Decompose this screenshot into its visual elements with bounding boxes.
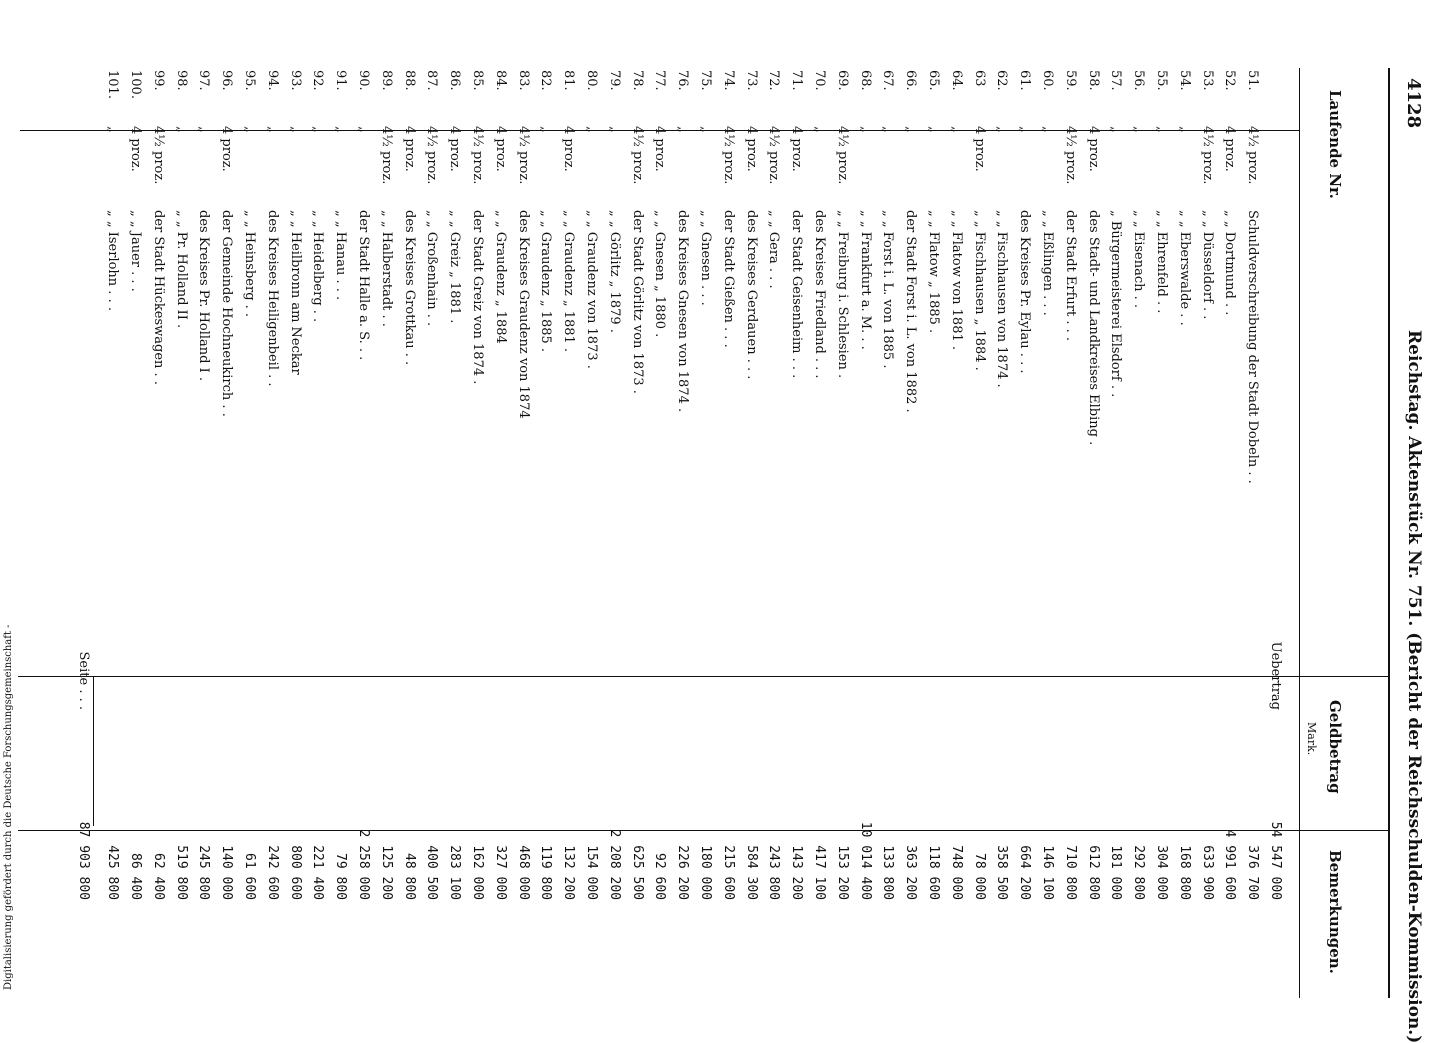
row-amount: 327 000 (492, 845, 508, 900)
row-interest-rate: 4½ proz. (515, 126, 531, 185)
row-amount: 245 800 (196, 845, 212, 900)
carry-over-label: Uebertrag (1268, 641, 1283, 710)
row-amount: 664 200 (1017, 845, 1033, 900)
row-interest-rate: 4½ proz. (720, 126, 736, 185)
row-description: „ „ Fischhausen „ 1884 . (971, 210, 987, 371)
row-number: 101. (105, 70, 121, 99)
row-description: der Stadt Greiz von 1874 . (470, 210, 485, 385)
row-amount: 417 100 (812, 845, 827, 900)
row-description: der Stadt Geisenheim . . . (789, 210, 805, 379)
row-number: 86. (447, 70, 463, 91)
row-interest-rate: 4 proz. (447, 126, 463, 172)
total-label: Seite . . . (76, 651, 92, 710)
row-interest-rate: 4 proz. (492, 126, 508, 172)
row-amount: 146 100 (1040, 845, 1055, 900)
row-number: 67. (880, 70, 896, 91)
row-amount: 10 014 400 (857, 821, 873, 900)
row-number: 89. (378, 70, 394, 91)
row-description: „ „ Ehrenfeld . . (1154, 210, 1169, 314)
row-number: 62. (994, 70, 1010, 91)
row-description: „ „ Eisenach . . (1131, 210, 1147, 309)
row-amount: 468 000 (515, 845, 531, 900)
row-interest-rate: 4 proz. (743, 126, 759, 172)
row-number: 87. (424, 70, 440, 91)
column-header-rule (1299, 68, 1300, 998)
row-amount: 242 600 (264, 845, 280, 900)
row-interest-rate: „ (310, 126, 326, 133)
row-interest-rate: 4½ proz. (1062, 126, 1078, 185)
row-interest-rate: „ (857, 126, 873, 133)
row-number: 92. (310, 70, 326, 91)
row-interest-rate: „ (675, 126, 691, 133)
row-description: der Gemeinde Hochneukirch . . (219, 210, 235, 417)
row-interest-rate: 4 proz. (971, 126, 987, 172)
row-number: 88. (401, 70, 417, 91)
row-description: „ „ Graudenz „ 1885 . (538, 210, 554, 353)
row-interest-rate: „ (538, 126, 554, 133)
row-description: „ „ Greiz „ 1881 . (447, 210, 463, 324)
row-number: 83. (515, 70, 531, 91)
row-number: 51. (1245, 70, 1261, 91)
row-description: „ „ Fischhausen von 1874 . (994, 210, 1010, 388)
row-amount: 584 300 (743, 845, 759, 900)
row-interest-rate: 4½ proz. (150, 126, 166, 185)
row-description: „ „ Gnesen „ 1880 . (652, 210, 668, 338)
row-interest-rate: 4 proz. (1085, 126, 1101, 172)
total-amount: 87 903 800 (76, 821, 92, 900)
row-interest-rate: „ (242, 126, 257, 133)
row-interest-rate: „ (1154, 126, 1169, 133)
row-number: 71. (789, 70, 805, 91)
row-description: „ „ Jauer . . . (128, 210, 143, 292)
row-amount: 358 500 (994, 845, 1010, 900)
row-amount: 132 200 (561, 845, 577, 900)
row-description: „ „ Pr. Holland II . (173, 210, 189, 329)
row-amount: 78 000 (971, 853, 987, 900)
row-description: „ „ Flatow „ 1885 . (926, 210, 941, 334)
digitization-footer: Digitalisierung gefördert durch die Deutsche Forschungsgemeinschaft - (3, 624, 14, 990)
row-number: 98. (173, 70, 189, 91)
row-interest-rate: „ (1040, 126, 1055, 133)
row-description: der Stadt Forst i. L. von 1882 . (903, 210, 919, 413)
row-number: 64. (948, 70, 964, 91)
row-amount: 519 800 (173, 845, 189, 900)
row-number: 99. (150, 70, 166, 91)
row-description: „ „ Düsseldorf . . (1199, 210, 1215, 320)
row-description: „ „ Forst i. L. von 1885 . (880, 210, 896, 369)
row-description: „ „ Görlitz „ 1879 . (606, 210, 622, 333)
row-amount: 181 000 (1108, 845, 1124, 900)
row-description: „ „ Eberswalde . . (1176, 210, 1192, 326)
row-description: „ „ Flatow von 1881 . (948, 210, 964, 350)
row-description: „ Bürgermeisterei Elsdorf . . (1108, 210, 1124, 398)
row-description: „ „ Iserlohn . . . (105, 210, 121, 311)
row-interest-rate: „ (196, 126, 212, 133)
row-interest-rate: „ (880, 126, 896, 133)
row-amount: 79 800 (333, 853, 349, 900)
row-amount: 92 600 (652, 853, 668, 900)
row-number: 57. (1108, 70, 1124, 91)
row-number: 81. (561, 70, 577, 91)
row-interest-rate: 4 proz. (128, 126, 143, 172)
row-number: 69. (834, 70, 850, 91)
row-amount: 2 208 200 (606, 829, 622, 900)
row-interest-rate: 4 proz. (1222, 126, 1238, 172)
row-amount: 180 000 (698, 845, 713, 900)
row-interest-rate: 4½ proz. (766, 126, 782, 185)
row-description: „ „ Graudenz „ 1884 (492, 210, 508, 344)
row-amount: 153 200 (834, 845, 850, 900)
row-description: „ „ Gera . . . (766, 210, 782, 289)
header-rule (1388, 68, 1390, 998)
row-number: 54. (1176, 70, 1192, 91)
row-number: 84. (492, 70, 508, 91)
row-interest-rate: „ (812, 126, 827, 133)
row-interest-rate: 4 proz. (219, 126, 235, 172)
row-description: „ „ Hanau . . . (333, 210, 349, 301)
column-header-amount: Geldbetrag (1326, 700, 1344, 794)
row-interest-rate: 4½ proz. (629, 126, 645, 185)
row-description: des Kreises Heiligenbeil . . (264, 210, 280, 387)
row-number: 66. (903, 70, 919, 91)
row-amount: 118 600 (926, 845, 941, 900)
row-description: des Kreises Pr. Holland I . (196, 210, 212, 382)
row-number: 82. (538, 70, 554, 91)
row-number: 65. (926, 70, 941, 91)
row-description: „ „ Heidelberg . . (310, 210, 326, 323)
row-number: 61. (1017, 70, 1033, 91)
row-description: des Kreises Pr. Eylau . . . (1017, 210, 1033, 374)
row-amount: 221 400 (310, 845, 326, 900)
row-amount: 400 500 (424, 845, 440, 900)
row-number: 85. (470, 70, 485, 91)
row-number: 55. (1154, 70, 1169, 91)
row-amount: 226 200 (675, 845, 691, 900)
row-description: des Kreises Gnesen von 1874 . (675, 210, 691, 413)
row-amount: 168 800 (1176, 845, 1192, 900)
row-description: der Stadt Erfurt . . . (1062, 210, 1078, 342)
row-interest-rate: „ (926, 126, 941, 133)
row-amount: 2 258 000 (356, 829, 371, 900)
row-number: 52. (1222, 70, 1238, 91)
row-interest-rate: 4 proz. (789, 126, 805, 172)
row-amount: 748 000 (948, 845, 964, 900)
row-number: 100. (128, 70, 143, 99)
row-interest-rate: 4 proz. (401, 126, 417, 172)
row-description: der Stadt Hückeswagen . . (150, 210, 166, 385)
row-number: 68. (857, 70, 873, 91)
row-interest-rate: „ (264, 126, 280, 133)
row-amount: 363 200 (903, 845, 919, 900)
row-interest-rate: 4 proz. (652, 126, 668, 172)
row-amount: 243 800 (766, 845, 782, 900)
row-amount: 215 600 (720, 845, 736, 900)
row-description: der Stadt Halle a. S. . . (356, 210, 371, 361)
row-amount: 162 000 (470, 845, 485, 900)
row-description: „ „ Freiburg i. Schlesien . (834, 210, 850, 379)
row-number: 93. (287, 70, 303, 91)
row-description: „ „ Halberstadt . . (378, 210, 394, 327)
row-number: 63 (971, 70, 987, 87)
row-interest-rate: 4½ proz. (378, 126, 394, 185)
row-description: „ „ Heilbronn am Neckar (287, 210, 303, 375)
row-description: „ „ Frankfurt a. M. . . (857, 210, 873, 350)
row-amount: 62 400 (150, 853, 166, 900)
row-description: „ „ Großenhain . . (424, 210, 440, 327)
row-number: 97. (196, 70, 212, 91)
row-description: des Kreises Gerdauen . . . (743, 210, 759, 380)
row-amount: 625 500 (629, 845, 645, 900)
row-amount: 292 800 (1131, 845, 1147, 900)
row-number: 74. (720, 70, 736, 91)
row-description: „ „ Graudenz „ 1881 . (561, 210, 577, 353)
row-amount: 125 200 (378, 845, 394, 900)
row-number: 56. (1131, 70, 1147, 91)
row-number: 75. (698, 70, 713, 91)
row-amount: 48 800 (401, 853, 417, 900)
row-amount: 140 000 (219, 845, 235, 900)
row-number: 73. (743, 70, 759, 91)
row-description: des Kreises Friedland . . . (812, 210, 827, 379)
row-description: des Kreises Graudenz von 1874 (515, 210, 531, 419)
row-number: 91. (333, 70, 349, 91)
row-description: „ „ Gnesen . . . (698, 210, 713, 306)
row-interest-rate: „ (606, 126, 622, 133)
row-amount: 710 800 (1062, 845, 1078, 900)
row-number: 60. (1040, 70, 1055, 91)
column-header-number: Laufende Nr. (1326, 90, 1344, 199)
row-description: „ „ Heinsberg . . (242, 210, 257, 318)
row-description: „ „ Eßlingen . . . (1040, 210, 1055, 316)
row-interest-rate: „ (105, 126, 121, 133)
row-number: 90. (356, 70, 371, 91)
row-amount: 86 400 (128, 853, 143, 900)
page-number: 4128 (1403, 78, 1424, 129)
row-description: Schuldverschreibung der Stadt Dobeln . . (1245, 210, 1261, 484)
row-interest-rate: „ (994, 126, 1010, 133)
row-interest-rate: „ (948, 126, 964, 133)
row-interest-rate: 4½ proz. (470, 126, 485, 185)
row-number: 70. (812, 70, 827, 91)
row-number: 53. (1199, 70, 1215, 91)
row-interest-rate: „ (1017, 126, 1033, 133)
row-number: 94. (264, 70, 280, 91)
row-amount: 283 100 (447, 845, 463, 900)
row-number: 72. (766, 70, 782, 91)
row-description: der Stadt Gießen . . . (720, 210, 736, 348)
row-amount: 154 000 (584, 845, 599, 900)
row-number: 58. (1085, 70, 1101, 91)
row-interest-rate: „ (333, 126, 349, 133)
row-interest-rate: 4½ proz. (1199, 126, 1215, 185)
row-number: 59. (1062, 70, 1078, 91)
row-interest-rate: „ (584, 126, 599, 133)
row-amount: 633 900 (1199, 845, 1215, 900)
row-amount: 133 800 (880, 845, 896, 900)
row-description: „ „ Graudenz von 1873 . (584, 210, 599, 369)
row-amount: 376 700 (1245, 845, 1261, 900)
row-amount: 61 600 (242, 853, 257, 900)
row-amount: 143 200 (789, 845, 805, 900)
column-header-unit: Mark. (1305, 722, 1318, 756)
row-amount: 425 800 (105, 845, 121, 900)
row-interest-rate: „ (1108, 126, 1124, 133)
row-interest-rate: „ (356, 126, 371, 133)
row-interest-rate: „ (173, 126, 189, 133)
row-amount: 4 991 600 (1222, 829, 1238, 900)
row-description: des Stadt- und Landkreises Elbing . (1085, 210, 1101, 446)
row-interest-rate: „ (1176, 126, 1192, 133)
row-interest-rate: „ (1131, 126, 1147, 133)
page-title: Reichstag. Aktenstück Nr. 751. (Bericht der Reichsschulden-Kommission.) (1404, 330, 1424, 1043)
row-description: „ „ Dortmund . . (1222, 210, 1238, 316)
carry-over-amount: 54 547 000 (1268, 821, 1283, 900)
row-interest-rate: „ (903, 126, 919, 133)
row-interest-rate: 4½ proz. (1245, 126, 1261, 185)
row-number: 78. (629, 70, 645, 91)
row-number: 76. (675, 70, 691, 91)
row-interest-rate: 4½ proz. (424, 126, 440, 185)
row-amount: 800 600 (287, 845, 303, 900)
row-number: 77. (652, 70, 668, 91)
row-number: 79. (606, 70, 622, 91)
row-number: 80. (584, 70, 599, 91)
row-amount: 304 000 (1154, 845, 1169, 900)
row-number: 96. (219, 70, 235, 91)
row-interest-rate: 4½ proz. (834, 126, 850, 185)
row-amount: 612 800 (1085, 845, 1101, 900)
row-description: der Stadt Görlitz von 1873 . (629, 210, 645, 394)
column-header-remarks: Bemerkungen. (1326, 850, 1344, 974)
row-interest-rate: 4 proz. (561, 126, 577, 172)
total-rule (93, 676, 94, 826)
row-number: 95. (242, 70, 257, 91)
row-amount: 119 800 (538, 845, 554, 900)
row-interest-rate: „ (287, 126, 303, 133)
row-interest-rate: „ (698, 126, 713, 133)
row-description: des Kreises Grottkau . . (401, 210, 417, 366)
